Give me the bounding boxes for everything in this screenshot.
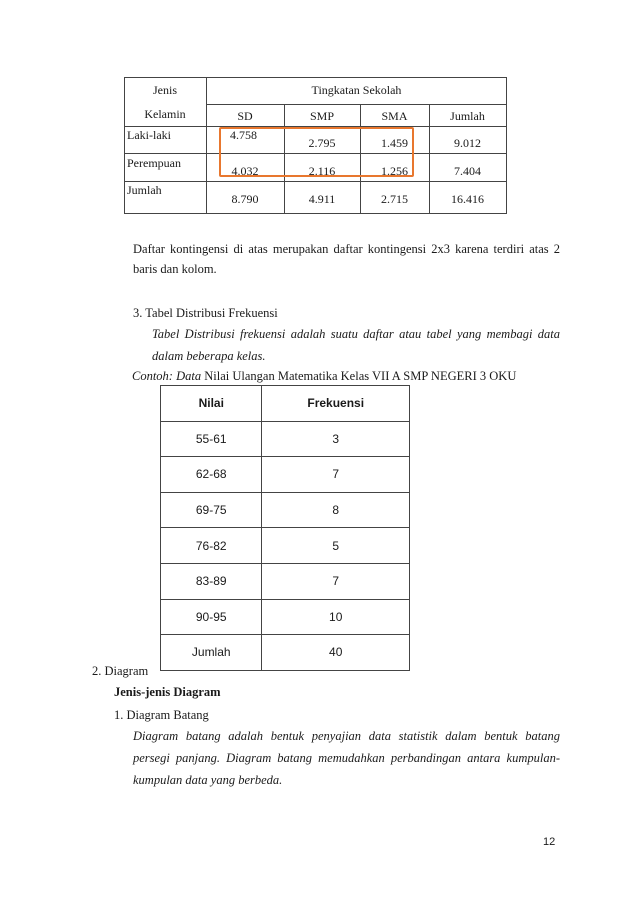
- highlight-box: [219, 127, 414, 177]
- freq-nilai: 69-75: [161, 492, 262, 528]
- freq-count: 5: [262, 528, 410, 564]
- cell-jumlah-smp: 4.911: [308, 192, 336, 206]
- freq-count: 10: [262, 599, 410, 635]
- example-prefix: Contoh: Data: [132, 369, 205, 383]
- frequency-table: [160, 385, 410, 671]
- section-3-definition-line1: Tabel Distribusi frekuensi adalah suatu daftar atau tabel yang membagi data: [152, 327, 560, 341]
- header-smp: SMP: [309, 109, 335, 123]
- cell-perempuan-smp: 2.116: [308, 164, 336, 178]
- freq-nilai: 76-82: [161, 528, 262, 564]
- freq-nilai: 90-95: [161, 599, 262, 635]
- contingency-description-line2: baris dan kolom.: [133, 262, 217, 276]
- section-3-definition-line2: dalam beberapa kelas.: [152, 349, 266, 363]
- freq-header-nilai: Nilai: [161, 386, 262, 422]
- cell-perempuan-sma: 1.256: [381, 164, 408, 178]
- header-jumlah: Jumlah: [450, 109, 485, 123]
- row-label-perempuan: Perempuan: [127, 156, 181, 170]
- freq-total-label: Jumlah: [161, 635, 262, 671]
- freq-header-frekuensi: Frekuensi: [262, 386, 410, 422]
- freq-count: 8: [262, 492, 410, 528]
- page-number: 12: [543, 836, 556, 848]
- header-sd: SD: [237, 109, 253, 123]
- freq-nilai: 83-89: [161, 563, 262, 599]
- example-caption: [132, 366, 516, 386]
- header-tingkatan-sekolah: Tingkatan Sekolah: [311, 83, 402, 97]
- freq-count: 7: [262, 457, 410, 493]
- cell-perempuan-sd: 4.032: [231, 164, 259, 178]
- freq-count: 7: [262, 563, 410, 599]
- section-2-heading: 2. Diagram: [92, 664, 149, 678]
- freq-nilai: 62-68: [161, 457, 262, 493]
- freq-count: 3: [262, 421, 410, 457]
- cell-jumlah-sma: 2.715: [381, 192, 408, 206]
- diagram-batang-line1: Diagram batang adalah bentuk penyajian data statistik dalam bentuk batang: [133, 729, 560, 743]
- cell-laki-smp: 2.795: [308, 136, 336, 150]
- cell-laki-jumlah: 9.012: [454, 136, 481, 150]
- cell-jumlah-total: 16.416: [451, 192, 484, 206]
- cell-jumlah-sd: 8.790: [231, 192, 259, 206]
- section-3-heading: 3. Tabel Distribusi Frekuensi: [133, 306, 278, 320]
- cell-laki-sma: 1.459: [381, 136, 408, 150]
- header-jenis: Jenis: [153, 83, 177, 97]
- row-label-jumlah: Jumlah: [127, 183, 162, 197]
- contingency-description-line1: Daftar kontingensi di atas merupakan daftar kontingensi 2x3 karena terdiri atas 2: [133, 242, 560, 256]
- freq-total-value: 40: [262, 635, 410, 671]
- diagram-batang-heading: 1. Diagram Batang: [114, 708, 209, 722]
- diagram-batang-line3: kumpulan data yang berbeda.: [133, 773, 283, 787]
- header-kelamin: Kelamin: [144, 107, 186, 121]
- row-label-laki-laki: Laki-laki: [127, 128, 171, 142]
- diagram-batang-line2: persegi panjang. Diagram batang memudahkan perbandingan antara kumpulan-: [133, 751, 560, 765]
- header-sma: SMA: [381, 109, 408, 123]
- example-title: Nilai Ulangan Matematika Kelas VII A SMP NEGERI 3 OKU: [204, 369, 517, 383]
- cell-perempuan-jumlah: 7.404: [454, 164, 481, 178]
- cell-laki-sd: 4.758: [230, 128, 257, 142]
- diagram-types-heading: Jenis-jenis Diagram: [114, 685, 221, 699]
- freq-nilai: 55-61: [161, 421, 262, 457]
